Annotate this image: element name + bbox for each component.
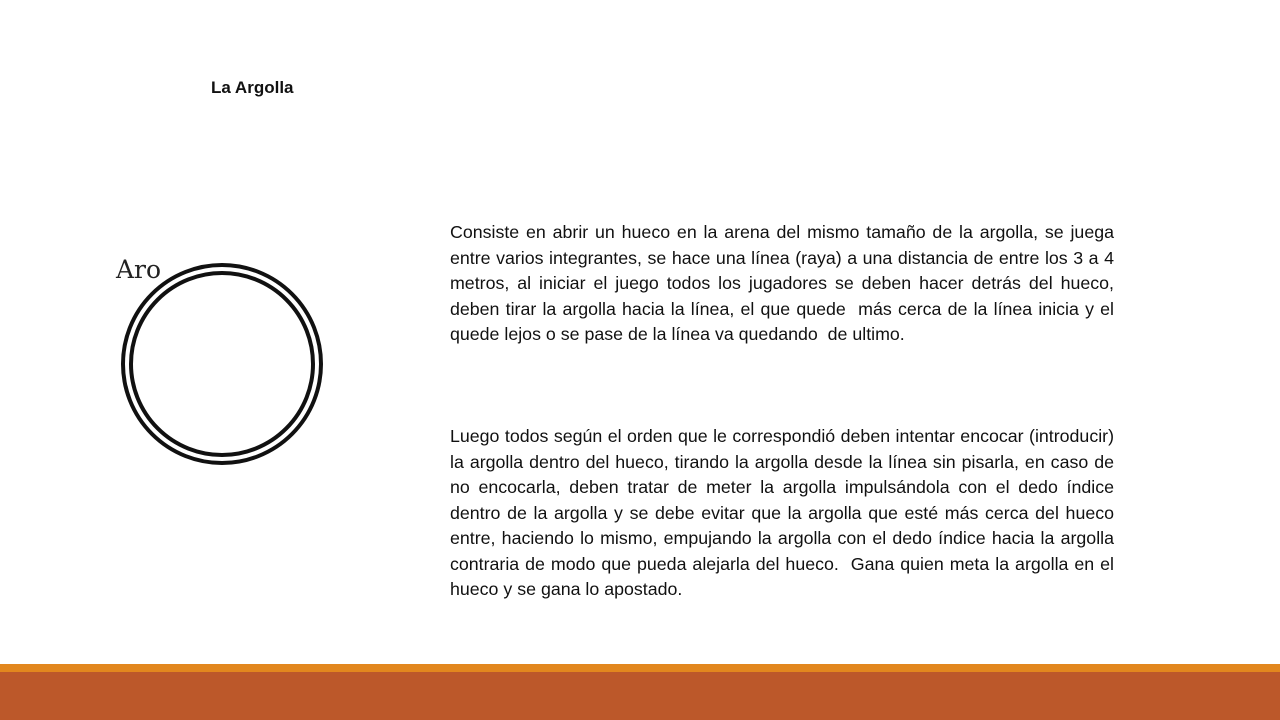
footer-accent-stripe: [0, 664, 1280, 672]
ring-inner-circle: [131, 273, 313, 455]
ring-caption: Aro: [116, 255, 162, 284]
game-description: [450, 169, 1119, 654]
description-paragraph-2: Luego todos según el orden que le correspondió deben intentar encocar (introducir) la argolla dentro del hueco, tirando la argolla desde la línea sin pisarla, en caso de no encocarla, deben tratar de meter la argolla impulsándola con el dedo índice dentro de la argolla y se debe evitar que la argolla que esté más cerca del hueco entre, haciendo lo mismo, empujando la argolla con el dedo índice hacia la argolla contraria de modo que pueda alejarla del hueco. Gana quien meta la argolla en el hueco y se gana lo apostado.: [450, 426, 1119, 599]
description-paragraph-1: Consiste en abrir un hueco en la arena del mismo tamaño de la argolla, se juega entre varios integrantes, se hace una línea (raya) a una distancia de entre los 3 a 4 metros, al iniciar el juego todos los jugadores se deben hacer detrás del hueco, deben tirar la argolla hacia la línea, el que quede más cerca de la línea inicia y el quede lejos o se pase de la línea va quedando de ultimo.: [450, 222, 1119, 344]
slide-title: La Argolla: [211, 78, 294, 97]
ring-outer-circle: [123, 265, 321, 463]
ring-illustration: [110, 248, 330, 468]
ring-icon: [110, 248, 330, 468]
footer-band: [0, 664, 1280, 720]
